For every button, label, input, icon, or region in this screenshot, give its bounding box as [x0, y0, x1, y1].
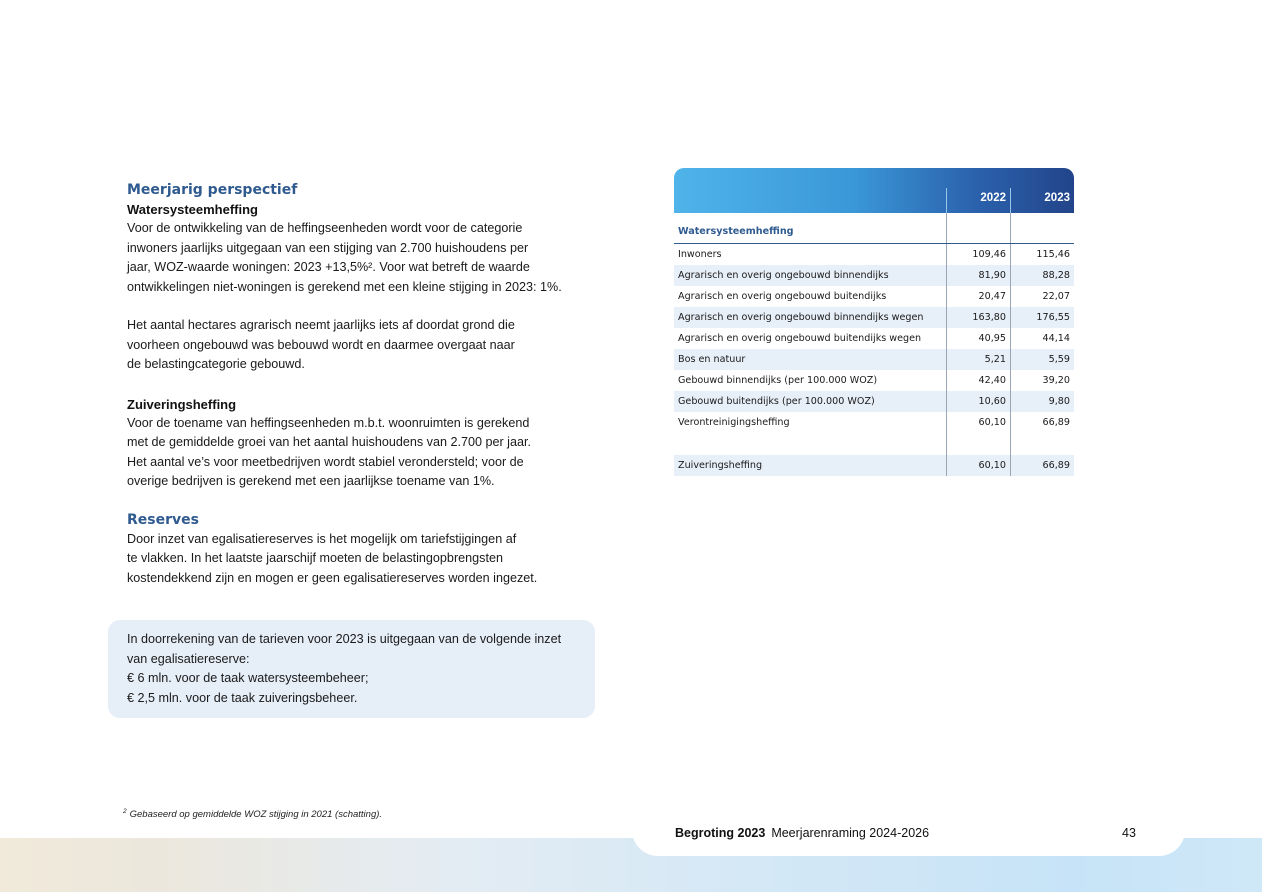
- text-line: inwoners jaarlijks uitgegaan van een stijging van 2.700 huishoudens per: [127, 240, 529, 255]
- callout-line: € 2,5 mln. voor de taak zuiveringsbeheer.: [127, 690, 358, 705]
- text-line: overige bedrijven is gerekend met een jaarlijkse toename van 1%.: [127, 474, 495, 488]
- callout-line: In doorrekening van de tarieven voor 2023 is uitgegaan van de volgende inzet: [127, 632, 562, 646]
- cell-2023: 66,89: [1010, 412, 1074, 433]
- text-line: Voor de ontwikkeling van de heffingseenheden wordt voor de categorie: [127, 221, 523, 235]
- tarieven-table: [674, 168, 1074, 476]
- row-label: Agrarisch en overig ongebouwd buitendijks: [678, 291, 887, 302]
- text-line: voorheen ongebouwd was bebouwd wordt en daarmee overgaat naar: [127, 337, 515, 352]
- heading-meerjarig-perspectief: Meerjarig perspectief: [127, 182, 298, 198]
- cell-2023: 5,59: [1010, 349, 1074, 370]
- subheading-zuiveringsheffing: Zuiveringsheffing: [127, 396, 237, 412]
- cell-2023: 115,46: [1010, 244, 1074, 265]
- text-line: ontwikkelingen niet-woningen is gerekend met een kleine stijging in 2023: 1%.: [127, 279, 562, 294]
- footnote: [123, 808, 382, 820]
- text-line: Het aantal hectares agrarisch neemt jaarlijks iets af doordat grond die: [127, 318, 515, 332]
- paragraph-woonruimten: [127, 414, 597, 492]
- cell-2022: 10,60: [946, 391, 1010, 412]
- table-row: [674, 265, 1074, 286]
- callout-line: € 6 mln. voor de taak watersysteembeheer;: [127, 671, 369, 685]
- row-label: Agrarisch en overig ongebouwd binnendijks wegen: [678, 312, 924, 323]
- table-spacer-row: [674, 433, 1074, 455]
- text-line: kostendekkend zijn en mogen er geen egalisatiereserves worden ingezet.: [127, 570, 538, 585]
- cell-2022: 5,21: [946, 349, 1010, 370]
- heading-reserves: Reserves: [127, 511, 199, 528]
- footer-title-bold: Begroting 2023: [675, 826, 766, 840]
- table-row-zuiveringsheffing: [674, 455, 1074, 476]
- cell-2023: 66,89: [1010, 455, 1074, 476]
- text-line: Voor de toename van heffingseenheden m.b.t. woonruimten is gerekend: [127, 415, 530, 430]
- column-header-2022: 2022: [946, 188, 1010, 213]
- row-label: Zuiveringsheffing: [678, 460, 763, 471]
- cell-2022: 42,40: [946, 370, 1010, 391]
- row-label: Gebouwd binnendijks (per 100.000 WOZ): [678, 375, 878, 386]
- section-label-watersysteemheffing: Watersysteemheffing: [678, 226, 794, 237]
- footnote-text: Gebaseerd op gemiddelde WOZ stijging in 2021 (schatting).: [129, 809, 383, 820]
- cell-2023: 44,14: [1010, 328, 1074, 349]
- table-row: [674, 349, 1074, 370]
- row-label: Bos en natuur: [678, 354, 746, 365]
- cell-2023: 22,07: [1010, 286, 1074, 307]
- column-header-2023: 2023: [1010, 188, 1074, 213]
- cell-2022: 81,90: [946, 265, 1010, 286]
- text-line: met de gemiddelde groei van het aantal huishoudens van 2.700 per jaar.: [127, 435, 531, 449]
- cell-2022: 163,80: [946, 307, 1010, 328]
- callout-line: van egalisatiereserve:: [127, 651, 250, 666]
- text-line: Door inzet van egalisatiereserves is het mogelijk om tariefstijgingen af: [127, 531, 517, 546]
- table-row: [674, 328, 1074, 349]
- table-header: [674, 168, 1074, 213]
- table-row: [674, 307, 1074, 328]
- text-line: te vlakken. In het laatste jaarschijf moeten de belastingopbrengsten: [127, 551, 503, 565]
- paragraph-heffingseenheden: [127, 219, 597, 297]
- table-row: [674, 244, 1074, 265]
- cell-2022: 20,47: [946, 286, 1010, 307]
- paragraph-hectares-agrarisch: [127, 316, 597, 375]
- cell-2022: 40,95: [946, 328, 1010, 349]
- text-line: jaar, WOZ-waarde woningen: 2023 +13,5%². Voor wat betreft de waarde: [127, 260, 530, 274]
- row-label: Verontreinigingsheffing: [678, 417, 790, 428]
- footer-title-rest: Meerjarenraming 2024-2026: [771, 826, 930, 840]
- footnote-mark: 2: [123, 808, 127, 815]
- paragraph-egalisatiereserves: [127, 530, 597, 589]
- cell-2022: 60,10: [946, 455, 1010, 476]
- row-label: Inwoners: [678, 249, 722, 260]
- row-label: Agrarisch en overig ongebouwd binnendijks: [678, 270, 889, 281]
- footer-title: [675, 826, 929, 840]
- left-column: [127, 180, 597, 588]
- row-label: Agrarisch en overig ongebouwd buitendijks wegen: [678, 333, 922, 344]
- table-row: [674, 286, 1074, 307]
- egalisatiereserve-callout: [108, 620, 595, 718]
- text-line: Het aantal ve’s voor meetbedrijven wordt stabiel verondersteld; voor de: [127, 454, 524, 469]
- table-row: [674, 391, 1074, 412]
- cell-2022: 109,46: [946, 244, 1010, 265]
- cell-2023: 39,20: [1010, 370, 1074, 391]
- subheading-watersysteemheffing: Watersysteemheffing: [127, 202, 258, 217]
- table-row: [674, 370, 1074, 391]
- cell-2023: 9,80: [1010, 391, 1074, 412]
- row-label: Gebouwd buitendijks (per 100.000 WOZ): [678, 396, 875, 407]
- cell-2023: 176,55: [1010, 307, 1074, 328]
- text-line: de belastingcategorie gebouwd.: [127, 357, 305, 371]
- page-number: 43: [1122, 826, 1136, 840]
- cell-2023: 88,28: [1010, 265, 1074, 286]
- table-section-header: [674, 213, 1074, 244]
- cell-2022: 60,10: [946, 412, 1010, 433]
- table-row: [674, 412, 1074, 433]
